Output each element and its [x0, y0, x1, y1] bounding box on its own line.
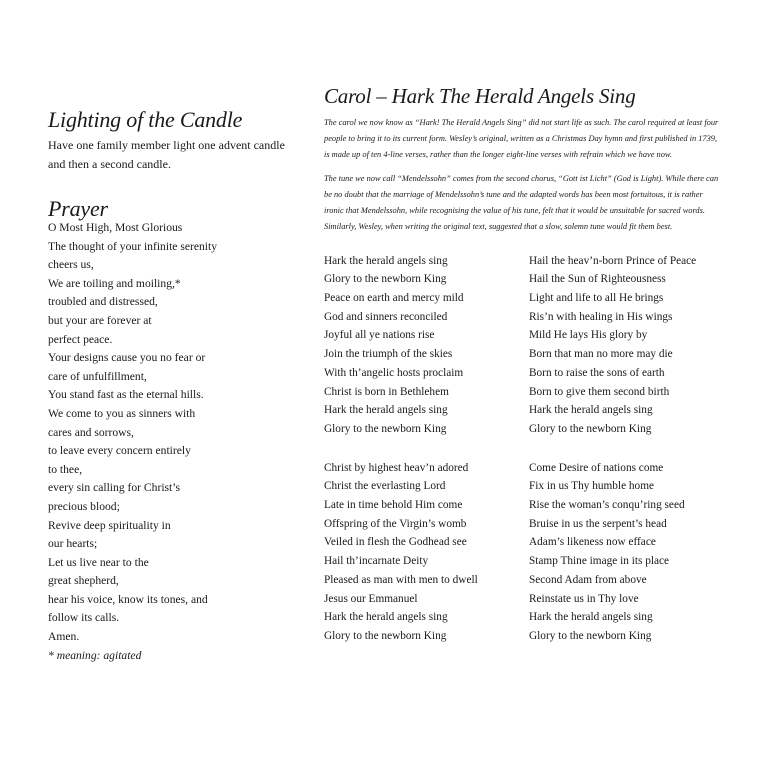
verse-line: Second Adam from above: [529, 573, 647, 586]
prayer-line: every sin calling for Christ’s: [48, 481, 181, 495]
verse-line: Reinstate us in Thy love: [529, 592, 639, 605]
prayer-line: The thought of your infinite serenity: [48, 239, 218, 253]
verse-line: Late in time behold Him come: [324, 499, 463, 512]
carol-heading: Carol – Hark The Herald Angels Sing: [324, 84, 636, 108]
verse-line: Glory to the newborn King: [529, 422, 652, 435]
lighting-heading: Lighting of the Candle: [48, 107, 243, 132]
prayer-line: but your are forever at: [48, 313, 152, 327]
verse-2: [529, 252, 720, 439]
verse-line: Hark the herald angels sing: [324, 611, 448, 624]
verse-4: [529, 459, 720, 646]
verse-line: Ris’n with healing in His wings: [529, 310, 673, 323]
verse-line: Hark the herald angels sing: [324, 404, 448, 417]
verse-line: Mild He lays His glory by: [529, 329, 648, 342]
prayer-line: follow its calls.: [48, 611, 120, 625]
verse-line: Hark the herald angels sing: [529, 611, 653, 624]
verse-line: Glory to the newborn King: [529, 629, 652, 642]
verse-line: Bruise in us the serpent’s head: [529, 517, 667, 530]
prayer-text: [48, 219, 298, 665]
verse-3: [324, 459, 529, 646]
verse-line: Come Desire of nations come: [529, 461, 664, 474]
prayer-line: We come to you as sinners with: [48, 406, 196, 420]
prayer-line: Your designs cause you no fear or: [48, 351, 206, 365]
verse-line: Hark the herald angels sing: [529, 404, 653, 417]
prayer-footnote: * meaning: agitated: [48, 648, 142, 662]
verse-line: Offspring of the Virgin’s womb: [324, 517, 467, 530]
carol-intro: [324, 115, 720, 235]
prayer-line: Revive deep spirituality in: [48, 518, 171, 532]
verse-line: Stamp Thine image in its place: [529, 555, 670, 568]
verse-line: Peace on earth and mercy mild: [324, 291, 464, 304]
prayer-line: precious blood;: [48, 499, 120, 513]
prayer-line: We are toiling and moiling,*: [48, 276, 181, 290]
prayer-line: You stand fast as the eternal hills.: [48, 388, 204, 402]
prayer-line: O Most High, Most Glorious: [48, 221, 183, 234]
verse-line: With th’angelic hosts proclaim: [324, 366, 464, 379]
carol-verses: [324, 252, 720, 646]
verse-line: Christ is born in Bethlehem: [324, 385, 449, 398]
prayer-heading: Prayer: [48, 196, 108, 221]
prayer-line: our hearts;: [48, 537, 98, 551]
prayer-line: Amen.: [48, 630, 80, 644]
verse-line: Hail the Sun of Righteousness: [529, 273, 666, 286]
verse-line: Christ the everlasting Lord: [324, 480, 446, 493]
carol-intro-paragraph: The carol we now know as “Hark! The Herald Angels Sing” did not start life as such. The carol required at least four people to bring it to its current form. Wesley’s original, written as a Christmas Day hymn and first published in 1739, is made up of ten 4-line verses, rather than the longer eight-line verses with refrain which we have now.: [324, 118, 719, 159]
verse-1: [324, 252, 529, 439]
prayer-line: hear his voice, know its tones, and: [48, 592, 208, 606]
verse-line: Glory to the newborn King: [324, 273, 447, 286]
verse-line: Born to raise the sons of earth: [529, 366, 665, 379]
verse-line: Hail the heav’n-born Prince of Peace: [529, 254, 697, 267]
prayer-line: to leave every concern entirely: [48, 444, 191, 458]
verse-line: Light and life to all He brings: [529, 291, 664, 304]
carol-intro-paragraph: The tune we now call “Mendelssohn” comes from the second chorus, “Gott ist Licht” (God is Light). While there can be no doubt that the marriage of Mendelssohn’s tune and the adapted words has been most fortuitous, it is rather ironic that Mendelssohn, while recognising the value of his tune, felt that it would be unsuitable for sacred words. Similarly, Wesley, when writing the original text, suggested that a slow, solemn tune would fit them best.: [324, 174, 719, 231]
verse-line: Born to give them second birth: [529, 385, 670, 398]
verse-line: Glory to the newborn King: [324, 629, 447, 642]
verse-line: God and sinners reconciled: [324, 310, 448, 323]
right-column: [324, 83, 720, 646]
verse-line: Christ by highest heav’n adored: [324, 461, 469, 474]
verse-line: Adam’s likeness now efface: [529, 536, 656, 549]
prayer-line: troubled and distressed,: [48, 295, 158, 309]
verse-line: Pleased as man with men to dwell: [324, 573, 478, 586]
prayer-line: care of unfulfillment,: [48, 369, 147, 383]
verse-line: Jesus our Emmanuel: [324, 592, 418, 605]
verse-line: Veiled in flesh the Godhead see: [324, 536, 467, 549]
prayer-line: great shepherd,: [48, 574, 119, 588]
verse-line: Fix in us Thy humble home: [529, 480, 654, 493]
prayer-line: to thee,: [48, 462, 83, 476]
verse-line: Join the triumph of the skies: [324, 348, 453, 361]
prayer-line: cheers us,: [48, 258, 94, 272]
verse-line: Hark the herald angels sing: [324, 254, 448, 267]
verse-line: Hail th’incarnate Deity: [324, 555, 429, 568]
verse-line: Glory to the newborn King: [324, 422, 447, 435]
lighting-text: Have one family member light one advent candle and then a second candle.: [48, 138, 285, 171]
prayer-line: Let us live near to the: [48, 555, 149, 569]
verse-line: Joyful all ye nations rise: [324, 329, 435, 342]
prayer-line: perfect peace.: [48, 332, 113, 346]
verse-line: Rise the woman’s conqu’ring seed: [529, 499, 685, 512]
left-column: [48, 107, 298, 665]
prayer-line: cares and sorrows,: [48, 425, 134, 439]
verse-line: Born that man no more may die: [529, 348, 673, 361]
